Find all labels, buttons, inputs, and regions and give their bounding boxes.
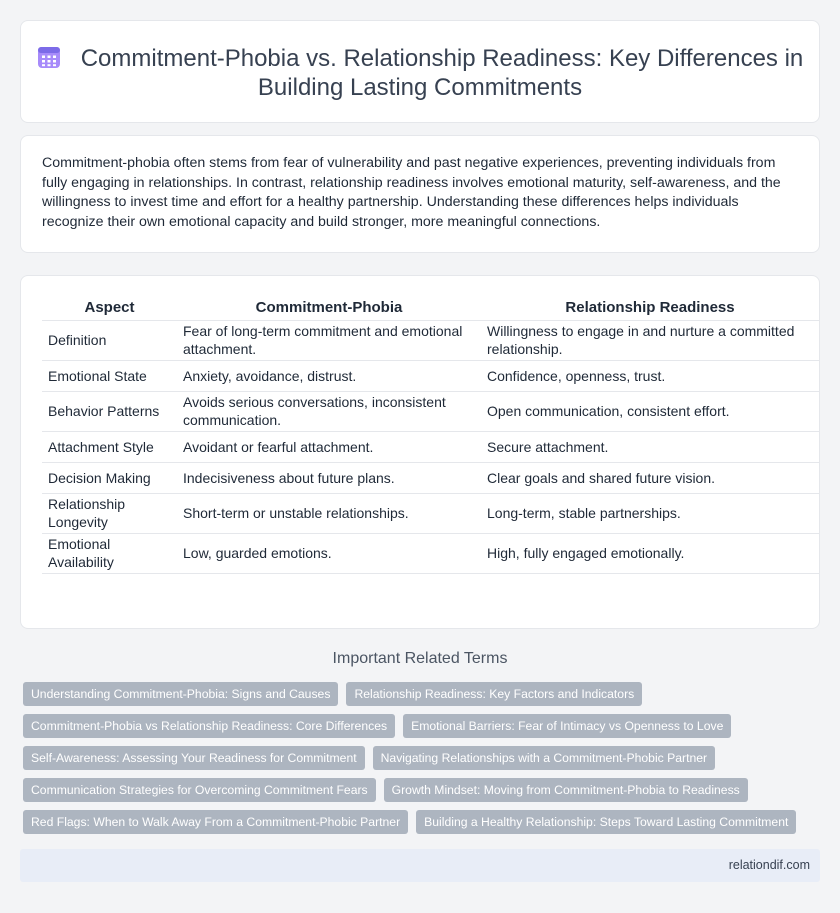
table-cell: Decision Making: [42, 462, 177, 493]
related-term-tag[interactable]: Red Flags: When to Walk Away From a Commitment-Phobic Partner: [23, 810, 408, 834]
table-row: [42, 431, 819, 462]
related-terms-list: [23, 682, 803, 842]
table-cell: Open communication, consistent effort.: [481, 391, 819, 431]
footer: [20, 849, 820, 882]
table-cell: Avoidant or fearful attachment.: [177, 431, 481, 462]
related-terms-title: Important Related Terms: [332, 650, 508, 667]
page-title: [21, 44, 819, 102]
table-row: [42, 360, 819, 391]
related-term-tag[interactable]: Relationship Readiness: Key Factors and Indicators: [346, 682, 642, 706]
table-cell: Short-term or unstable relationships.: [177, 493, 481, 533]
table-row: [42, 320, 819, 360]
table-cell: Willingness to engage in and nurture a committed relationship.: [481, 320, 819, 360]
table-cell: Behavior Patterns: [42, 391, 177, 431]
table-cell: Definition: [42, 320, 177, 360]
table-cell: Confidence, openness, trust.: [481, 360, 819, 391]
table-row: [42, 462, 819, 493]
calendar-icon: [37, 45, 61, 69]
related-term-tag[interactable]: Navigating Relationships with a Commitment-Phobic Partner: [373, 746, 716, 770]
table-row: [42, 391, 819, 431]
related-term-tag[interactable]: Understanding Commitment-Phobia: Signs and Causes: [23, 682, 338, 706]
table-cell: Low, guarded emotions.: [177, 533, 481, 573]
intro-card: [20, 135, 820, 253]
comparison-card: [20, 275, 820, 629]
table-cell: Clear goals and shared future vision.: [481, 462, 819, 493]
comparison-table: [42, 296, 819, 574]
table-cell: Emotional Availability: [42, 533, 177, 573]
table-cell: High, fully engaged emotionally.: [481, 533, 819, 573]
related-term-tag[interactable]: Commitment-Phobia vs Relationship Readiness: Core Differences: [23, 714, 395, 738]
related-term-tag[interactable]: Building a Healthy Relationship: Steps Toward Lasting Commitment: [416, 810, 796, 834]
table-cell: Indecisiveness about future plans.: [177, 462, 481, 493]
header-card: [20, 20, 820, 123]
related-term-tag[interactable]: Emotional Barriers: Fear of Intimacy vs Openness to Love: [403, 714, 731, 738]
table-row: [42, 533, 819, 573]
table-cell: Avoids serious conversations, inconsistent communication.: [177, 391, 481, 431]
table-cell: Emotional State: [42, 360, 177, 391]
table-row: [42, 493, 819, 533]
table-cell: Attachment Style: [42, 431, 177, 462]
intro-paragraph: Commitment-phobia often stems from fear of vulnerability and past negative experiences, preventing individuals from fully engaging in relationships. In contrast, relationship readiness involves emotional maturity, self-awareness, and the willingness to invest time and effort for a healthy partnership. Understanding these differences helps individuals recognize their own emotional capacity and build stronger, more meaningful connections.: [42, 155, 781, 230]
table-header-row: [42, 296, 819, 320]
table-cell: Relationship Longevity: [42, 493, 177, 533]
header-relationship-readiness: Relationship Readiness: [481, 296, 819, 320]
table-cell: Fear of long-term commitment and emotional attachment.: [177, 320, 481, 360]
header-commitment-phobia: Commitment-Phobia: [177, 296, 481, 320]
header-aspect: Aspect: [42, 296, 177, 320]
footer-site-link[interactable]: relationdif.com: [728, 858, 810, 872]
related-term-tag[interactable]: Self-Awareness: Assessing Your Readiness for Commitment: [23, 746, 365, 770]
table-cell: Secure attachment.: [481, 431, 819, 462]
page-title-text: Commitment-Phobia vs. Relationship Readiness: Key Differences in Building Lasting Commitments: [80, 45, 804, 101]
table-cell: Long-term, stable partnerships.: [481, 493, 819, 533]
table-cell: Anxiety, avoidance, distrust.: [177, 360, 481, 391]
related-term-tag[interactable]: Growth Mindset: Moving from Commitment-Phobia to Readiness: [384, 778, 748, 802]
related-term-tag[interactable]: Communication Strategies for Overcoming Commitment Fears: [23, 778, 376, 802]
